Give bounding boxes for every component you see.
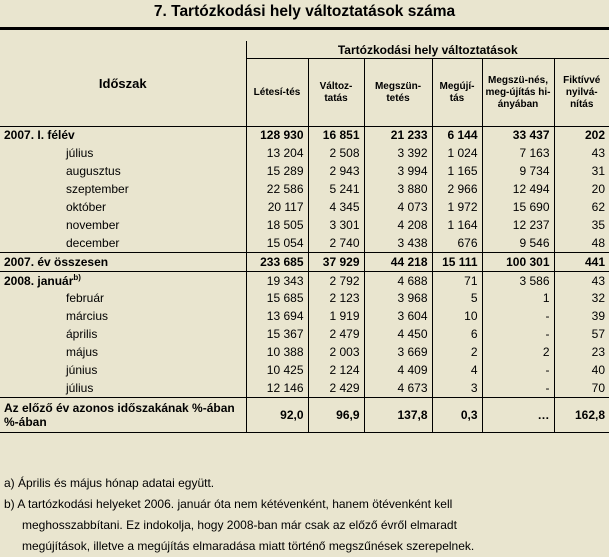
row-label-text: július <box>66 146 94 161</box>
table-cell: 100 301 <box>482 253 554 272</box>
table-cell: 57 <box>554 326 609 344</box>
table-cell: 3 438 <box>364 234 432 252</box>
table-cell: - <box>482 362 554 380</box>
table-cell: 10 <box>432 308 482 326</box>
table-cell: 5 241 <box>308 181 364 199</box>
footnote-a: a) Április és május hónap adatai együtt. <box>4 476 215 490</box>
table-cell: 202 <box>554 127 609 145</box>
row-label <box>0 326 246 344</box>
row-label-text: augusztus <box>66 164 121 179</box>
row-label-text: április <box>66 327 98 342</box>
table-body <box>0 127 609 433</box>
table-cell: 6 144 <box>432 127 482 145</box>
table-row <box>0 272 609 290</box>
table-cell: 20 <box>554 181 609 199</box>
table-cell: 2 <box>432 344 482 362</box>
table-cell: 1 <box>482 290 554 308</box>
row-label-text: Az előző év azonos időszakának %-ában %-ában <box>4 401 235 430</box>
row-label <box>0 234 246 252</box>
table-cell: 1 919 <box>308 308 364 326</box>
table-row <box>0 163 609 181</box>
table-cell: 13 204 <box>266 146 304 161</box>
table-cell: 2 479 <box>308 326 364 344</box>
row-label-text: szeptember <box>66 182 129 197</box>
table-cell: 70 <box>554 379 609 397</box>
row-label <box>0 362 246 380</box>
table-row <box>0 326 609 344</box>
table-cell: 3 301 <box>308 216 364 234</box>
row-label-text: december <box>66 235 120 250</box>
table-cell: 12 494 <box>482 181 554 199</box>
row-label-text: október <box>66 200 107 214</box>
row-label-text: 2007. I. félév <box>4 128 75 143</box>
footnote-b-cont: meghosszabbítani. Ez indokolja, hogy 2008-ban már csak az előző évről elmaradt <box>22 518 457 532</box>
table-row <box>0 145 609 163</box>
table-cell: 3 586 <box>482 272 554 290</box>
column-header: Megszün-tetés <box>364 59 432 127</box>
table-cell: 2 943 <box>308 163 364 181</box>
table-row <box>0 181 609 199</box>
column-header: Változ-tatás <box>308 59 364 127</box>
table-cell: 2 508 <box>308 145 364 163</box>
table-row <box>0 127 609 145</box>
row-label <box>0 398 246 433</box>
table-cell: 19 343 <box>246 272 308 290</box>
table-cell: 31 <box>554 163 609 181</box>
table-cell: 35 <box>554 216 609 234</box>
table-row <box>0 199 609 217</box>
table-cell: 15 111 <box>432 253 482 272</box>
table-cell: … <box>482 398 554 433</box>
table-cell: 2 966 <box>432 181 482 199</box>
table-row <box>0 253 609 272</box>
table-cell: 15 690 <box>482 199 554 217</box>
table-cell: 2 003 <box>308 344 364 362</box>
table-cell: 4 409 <box>364 362 432 380</box>
table-cell: - <box>482 379 554 397</box>
table-row <box>0 379 609 397</box>
table-cell: 32 <box>554 290 609 308</box>
data-table <box>0 41 609 433</box>
table-row <box>0 344 609 362</box>
row-label-text: március <box>66 309 109 324</box>
row-label <box>0 181 246 199</box>
table-cell: 3 968 <box>364 290 432 308</box>
row-label <box>0 290 246 308</box>
row-label <box>0 199 246 217</box>
table-cell: 137,8 <box>364 398 432 433</box>
table-cell: 3 880 <box>364 181 432 199</box>
row-label <box>0 308 246 326</box>
table-cell: 44 218 <box>364 253 432 272</box>
row-label-text: február <box>66 291 105 306</box>
period-header: Időszak <box>0 41 246 127</box>
table-cell: 2 740 <box>308 234 364 252</box>
table-cell: 43 <box>554 272 609 290</box>
row-label-text: 2008. január <box>4 273 74 288</box>
table-cell: 62 <box>554 199 609 217</box>
table-row <box>0 290 609 308</box>
row-label <box>0 127 246 145</box>
table-cell: 10 425 <box>266 363 304 378</box>
table-cell: 1 164 <box>432 216 482 234</box>
table-cell: 4 688 <box>364 272 432 290</box>
row-label <box>0 344 246 362</box>
table-cell: 71 <box>432 272 482 290</box>
table-cell: 3 994 <box>364 163 432 181</box>
table-row <box>0 234 609 252</box>
row-label <box>0 216 246 234</box>
row-label-text: május <box>66 345 99 360</box>
table-cell: 1 024 <box>432 145 482 163</box>
table-cell: 15 054 <box>266 235 304 250</box>
table-cell: 21 233 <box>364 127 432 145</box>
table-cell: 3 669 <box>364 344 432 362</box>
table-cell: 12 146 <box>266 380 304 395</box>
table-cell: 22 586 <box>266 182 304 197</box>
footnote-b: b) A tartózkodási helyeket 2006. január óta nem kétévenként, hanem ötévenként kell <box>4 497 453 511</box>
table-cell: 40 <box>554 362 609 380</box>
row-label <box>0 272 246 290</box>
table-cell: 9 546 <box>482 234 554 252</box>
column-header: Létesí-tés <box>253 86 301 98</box>
table-cell: 20 117 <box>267 200 304 214</box>
column-header: Megszü-nés, meg-újítás hi-ányában <box>482 59 554 127</box>
row-label <box>0 145 246 163</box>
table-cell: 12 237 <box>482 216 554 234</box>
row-label-text: 2007. év összesen <box>4 254 109 269</box>
table-cell: 4 345 <box>308 199 364 217</box>
footnotes <box>4 473 604 557</box>
table-cell: 48 <box>554 234 609 252</box>
table-cell: 15 289 <box>266 164 304 179</box>
title-rule <box>0 27 609 30</box>
table-cell: 4 <box>432 362 482 380</box>
table-cell: 43 <box>554 145 609 163</box>
row-label-text: július <box>66 380 94 395</box>
table-cell: 3 <box>432 379 482 397</box>
row-label <box>0 379 246 397</box>
table-cell: 162,8 <box>554 398 609 433</box>
table-cell: 3 604 <box>364 308 432 326</box>
table-cell: 18 505 <box>266 217 304 232</box>
table-cell: 2 123 <box>308 290 364 308</box>
footnote-b-cont: megújítások, illetve a megújítás elmaradása miatt történő megszűnések szerepelnek. <box>22 539 475 553</box>
table-cell: 10 388 <box>266 345 304 360</box>
table-cell: 9 734 <box>482 163 554 181</box>
column-header: Fiktívvé nyilvá-nítás <box>554 59 609 127</box>
table-cell: 4 450 <box>364 326 432 344</box>
table-cell: 6 <box>432 326 482 344</box>
table-cell: 2 124 <box>308 362 364 380</box>
table-cell: 4 073 <box>364 199 432 217</box>
table-cell: 92,0 <box>246 398 308 433</box>
table-cell: 16 851 <box>308 127 364 145</box>
table-row <box>0 398 609 433</box>
table-cell: - <box>482 308 554 326</box>
table-row <box>0 362 609 380</box>
table-cell: 23 <box>554 344 609 362</box>
table-cell: 33 437 <box>482 127 554 145</box>
table-cell: 13 694 <box>266 309 304 324</box>
row-label <box>0 163 246 181</box>
table-cell: 2 429 <box>308 379 364 397</box>
group-header: Tartózkodási hely változtatások <box>246 41 609 59</box>
table-cell: 441 <box>554 253 609 272</box>
table-cell: 0,3 <box>432 398 482 433</box>
table-cell: 1 972 <box>432 199 482 217</box>
footnote-ref: b) <box>73 272 81 282</box>
table-cell: - <box>482 326 554 344</box>
table-cell: 39 <box>554 308 609 326</box>
table-cell: 128 930 <box>246 127 308 145</box>
table-cell: 7 163 <box>482 145 554 163</box>
row-label-text: november <box>66 217 120 232</box>
table-cell: 4 208 <box>364 216 432 234</box>
table-cell: 2 <box>482 344 554 362</box>
row-label <box>0 253 246 272</box>
table-cell: 3 392 <box>364 145 432 163</box>
table-cell: 96,9 <box>308 398 364 433</box>
table-row <box>0 308 609 326</box>
table-cell: 2 792 <box>308 272 364 290</box>
table-cell: 4 673 <box>364 379 432 397</box>
row-label-text: június <box>66 363 98 378</box>
table-cell: 1 165 <box>432 163 482 181</box>
table-cell: 233 685 <box>246 253 308 272</box>
table-title: 7. Tartózkodási hely változtatások száma <box>153 3 456 20</box>
table-cell: 5 <box>432 290 482 308</box>
table-cell: 15 367 <box>266 327 304 342</box>
table-cell: 676 <box>432 234 482 252</box>
table-cell: 15 685 <box>266 291 304 306</box>
table-cell: 37 929 <box>308 253 364 272</box>
table-row <box>0 216 609 234</box>
column-header: Megújí-tás <box>432 59 482 127</box>
